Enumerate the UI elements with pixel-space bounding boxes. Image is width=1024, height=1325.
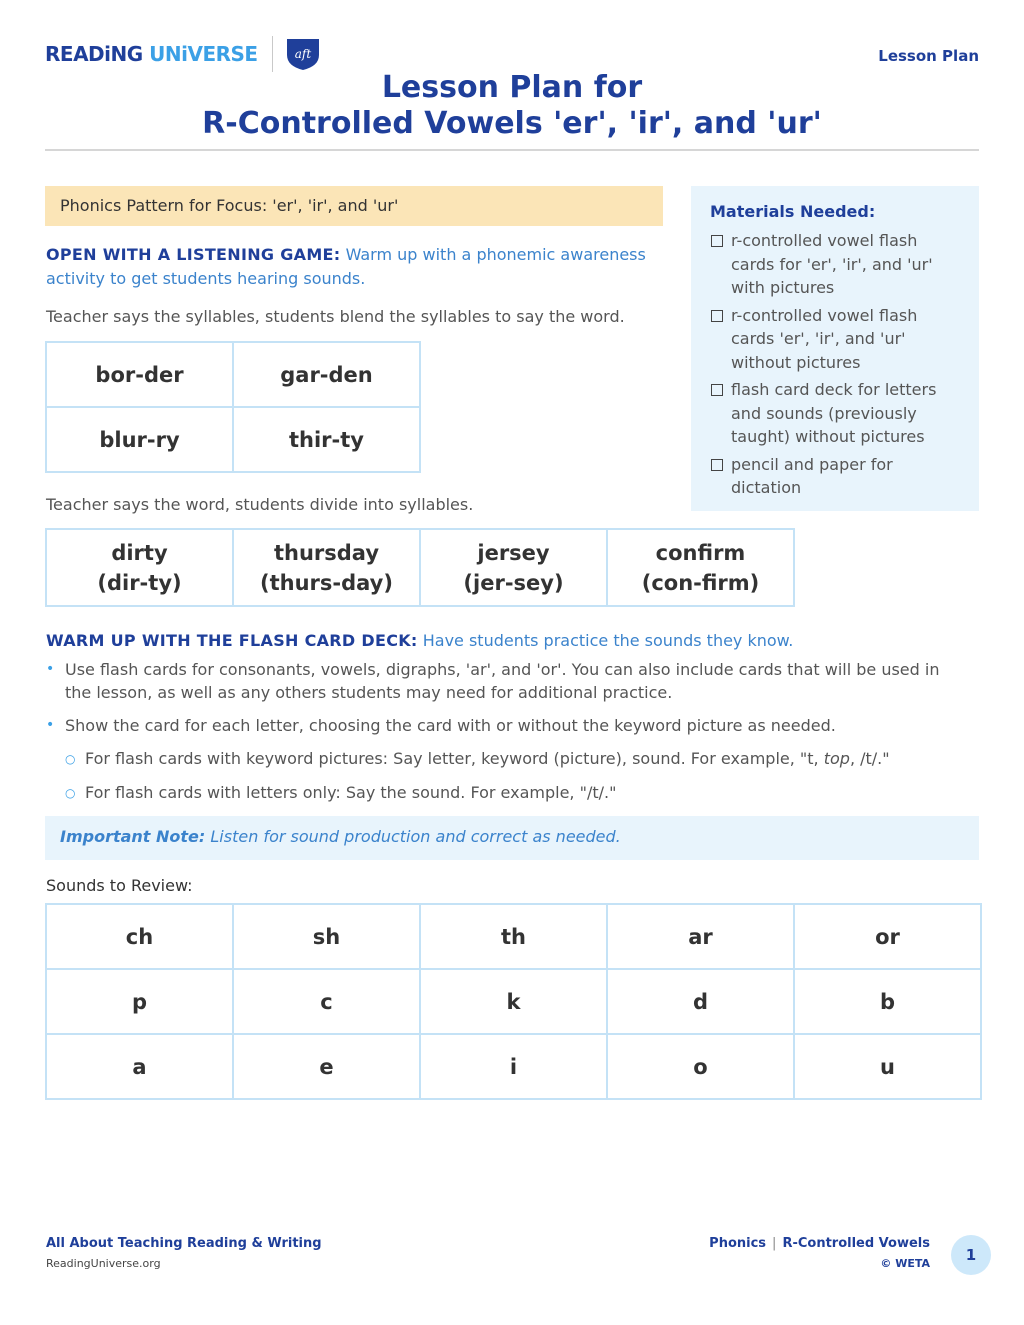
title-line-2: R-Controlled Vowels 'er', 'ir', and 'ur' (202, 106, 822, 141)
list-item: pencil and paper for dictation (710, 453, 961, 500)
table-cell: ar (607, 904, 794, 969)
table-cell: th (420, 904, 607, 969)
bullet-icon: • (46, 661, 55, 677)
listening-game-intro (46, 243, 661, 291)
circle-bullet-icon: ○ (65, 786, 76, 800)
sounds-review-table (45, 903, 982, 1100)
table-cell: o (607, 1034, 794, 1099)
list-item: r-controlled vowel flash cards 'er', 'ir', and 'ur' without pictures (710, 304, 961, 375)
svg-text:aft: aft (294, 47, 311, 61)
table-row (46, 904, 981, 969)
logo-wordmark: READiNG UNiVERSE (45, 42, 258, 66)
table-cell: p (46, 969, 233, 1034)
checkbox-icon[interactable] (711, 310, 723, 322)
blend-syllables-table (45, 341, 421, 473)
table-cell: or (794, 904, 981, 969)
note-text: Listen for sound production and correct as needed. (210, 827, 621, 846)
footer-series-title: All About Teaching Reading & Writing (46, 1236, 322, 1251)
reading-universe-logo[interactable] (45, 36, 323, 72)
sounds-review-label: Sounds to Review: (46, 876, 193, 895)
list-item: flash card deck for letters and sounds (previously taught) without pictures (710, 378, 961, 449)
table-cell: thursday (thurs-day) (233, 529, 420, 606)
divide-syllables-table (45, 528, 795, 607)
blend-instruction: Teacher says the syllables, students blend the syllables to say the word. (46, 307, 625, 326)
circle-bullet-icon: ○ (65, 752, 76, 766)
list-item: r-controlled vowel flash cards for 'er', 'ir', and 'ur' with pictures (710, 229, 961, 300)
table-row (46, 407, 420, 472)
phonics-focus-box (45, 186, 663, 226)
footer-right (709, 1236, 930, 1270)
table-row (46, 1034, 981, 1099)
table-cell: blur-ry (46, 407, 233, 472)
table-cell: bor-der (46, 342, 233, 407)
list-item: ○ For flash cards with keyword pictures: Say letter, keyword (picture), sound. For example, "t, top, /t/." (65, 747, 966, 771)
page-title (0, 70, 1024, 142)
title-line-1: Lesson Plan for (381, 70, 643, 105)
document-type-label: Lesson Plan (878, 47, 979, 65)
list-item: • Use flash cards for consonants, vowels, digraphs, 'ar', and 'or'. You can also include cards that will be used in the lesson, as well as any others students may need for additional practice. (46, 660, 940, 702)
footer-left (46, 1236, 322, 1270)
checkbox-icon[interactable] (711, 235, 723, 247)
table-cell: dirty (dir-ty) (46, 529, 233, 606)
listening-game-text: Warm up with a phonemic awareness activity to get students hearing sounds. (46, 245, 646, 288)
list-item: ○ For flash cards with letters only: Say the sound. For example, "/t/." (65, 781, 966, 805)
table-cell: thir-ty (233, 407, 420, 472)
warm-up-intro (46, 630, 986, 652)
table-cell: a (46, 1034, 233, 1099)
list-item: • Show the card for each letter, choosing the card with or without the keyword picture as needed. (46, 716, 836, 735)
table-cell: b (794, 969, 981, 1034)
footer-breadcrumb: Phonics | R-Controlled Vowels (709, 1236, 930, 1251)
footer-copyright: © WETA (880, 1257, 930, 1270)
logo-divider (272, 36, 273, 72)
table-row (46, 969, 981, 1034)
divide-instruction: Teacher says the word, students divide into syllables. (46, 495, 474, 514)
bullet-icon: • (46, 717, 55, 733)
focus-label: Phonics Pattern for Focus: (60, 196, 268, 215)
table-cell: d (607, 969, 794, 1034)
table-row (46, 529, 794, 606)
listening-game-heading: OPEN WITH A LISTENING GAME: (46, 245, 341, 264)
table-cell: c (233, 969, 420, 1034)
footer-site-link[interactable]: ReadingUniverse.org (46, 1257, 161, 1270)
warm-up-text: Have students practice the sounds they know. (422, 631, 794, 650)
table-cell: ch (46, 904, 233, 969)
title-divider (45, 149, 979, 151)
checkbox-icon[interactable] (711, 384, 723, 396)
table-cell: jersey (jer-sey) (420, 529, 607, 606)
table-cell: sh (233, 904, 420, 969)
important-note (45, 816, 979, 860)
table-cell: gar-den (233, 342, 420, 407)
materials-panel (691, 186, 979, 511)
table-cell: k (420, 969, 607, 1034)
warm-up-heading: WARM UP WITH THE FLASH CARD DECK: (46, 631, 418, 650)
aft-logo-icon (283, 36, 323, 72)
note-label: Important Note: (60, 827, 206, 846)
table-cell: u (794, 1034, 981, 1099)
table-cell: i (420, 1034, 607, 1099)
checkbox-icon[interactable] (711, 459, 723, 471)
materials-title: Materials Needed: (710, 202, 876, 221)
focus-value: 'er', 'ir', and 'ur' (272, 196, 399, 215)
page-number-badge: 1 (951, 1235, 991, 1275)
warm-up-list (46, 658, 966, 815)
table-cell: e (233, 1034, 420, 1099)
table-cell: confirm (con-firm) (607, 529, 794, 606)
table-row (46, 342, 420, 407)
